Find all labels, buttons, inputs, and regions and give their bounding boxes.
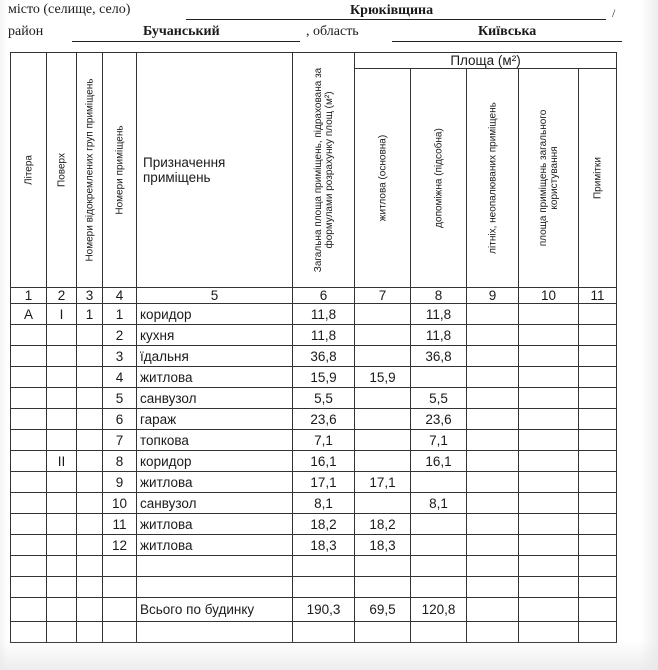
- row-floor: [47, 493, 77, 514]
- row-group: [77, 535, 103, 556]
- row-group: [77, 451, 103, 472]
- col-number: 4: [103, 288, 137, 304]
- spacer-row: [11, 556, 617, 577]
- row-empty-cell: [579, 472, 617, 493]
- row-empty-cell: [519, 493, 579, 514]
- row-empty-cell: [519, 535, 579, 556]
- row-purpose: житлова: [137, 367, 293, 388]
- row-room-number: 4: [103, 367, 137, 388]
- row-empty-cell: [579, 514, 617, 535]
- row-room-number: 5: [103, 388, 137, 409]
- col-number: 3: [77, 288, 103, 304]
- row-total-area: 18,3: [293, 535, 355, 556]
- col-groups-header: Номери відокремлених груп приміщень: [77, 53, 103, 288]
- row-total-area: 23,6: [293, 409, 355, 430]
- table-row: [11, 388, 617, 409]
- col-notes-header: Примітки: [579, 69, 617, 288]
- row-purpose: їдальня: [137, 346, 293, 367]
- col-common-header: площа приміщень загального користування: [519, 69, 579, 288]
- row-room-number: 12: [103, 535, 137, 556]
- row-empty-cell: [579, 535, 617, 556]
- col-living-header: житлова (основна): [355, 69, 411, 288]
- total-living: 69,5: [355, 598, 411, 622]
- row-aux-area: 11,8: [411, 325, 467, 346]
- row-group: [77, 472, 103, 493]
- row-empty-cell: [579, 367, 617, 388]
- row-purpose: гараж: [137, 409, 293, 430]
- row-room-number: 9: [103, 472, 137, 493]
- table-row: [11, 304, 617, 325]
- row-purpose: топкова: [137, 430, 293, 451]
- col-number: 5: [137, 288, 293, 304]
- row-empty-cell: [519, 388, 579, 409]
- row-empty-cell: [467, 472, 519, 493]
- row-litera: [11, 367, 47, 388]
- row-living-area: [355, 409, 411, 430]
- row-group: [77, 346, 103, 367]
- row-living-area: [355, 304, 411, 325]
- district-label: район: [8, 24, 44, 39]
- row-group: [77, 325, 103, 346]
- row-aux-area: [411, 514, 467, 535]
- row-empty-cell: [519, 409, 579, 430]
- row-aux-area: [411, 367, 467, 388]
- row-empty-cell: [579, 493, 617, 514]
- row-purpose: кухня: [137, 325, 293, 346]
- row-floor: [47, 535, 77, 556]
- row-purpose: коридор: [137, 451, 293, 472]
- row-empty-cell: [467, 514, 519, 535]
- row-empty-cell: [519, 346, 579, 367]
- row-empty-cell: [519, 430, 579, 451]
- table-row: [11, 451, 617, 472]
- row-floor: ІІ: [47, 451, 77, 472]
- row-living-area: [355, 430, 411, 451]
- district-underline: [72, 41, 300, 42]
- row-room-number: 8: [103, 451, 137, 472]
- row-empty-cell: [519, 325, 579, 346]
- row-group: [77, 388, 103, 409]
- row-group: [77, 409, 103, 430]
- row-floor: [47, 472, 77, 493]
- row-total-area: 11,8: [293, 304, 355, 325]
- col-room-numbers-header: Номери приміщень: [103, 53, 137, 288]
- row-purpose: санвузол: [137, 493, 293, 514]
- row-living-area: [355, 346, 411, 367]
- row-empty-cell: [467, 535, 519, 556]
- table-row: [11, 493, 617, 514]
- row-group: [77, 493, 103, 514]
- row-total-area: 36,8: [293, 346, 355, 367]
- row-empty-cell: [467, 430, 519, 451]
- table-row: [11, 472, 617, 493]
- total-area: 190,3: [293, 598, 355, 622]
- row-empty-cell: [519, 451, 579, 472]
- row-empty-cell: [519, 304, 579, 325]
- row-living-area: 15,9: [355, 367, 411, 388]
- row-total-area: 17,1: [293, 472, 355, 493]
- row-litera: А: [11, 304, 47, 325]
- table-row: [11, 430, 617, 451]
- table-row: [11, 409, 617, 430]
- row-empty-cell: [579, 388, 617, 409]
- row-living-area: [355, 325, 411, 346]
- row-empty-cell: [579, 409, 617, 430]
- row-empty-cell: [467, 493, 519, 514]
- row-empty-cell: [519, 367, 579, 388]
- row-room-number: 1: [103, 304, 137, 325]
- row-room-number: 3: [103, 346, 137, 367]
- area-group-header: Площа (м²): [355, 53, 617, 69]
- row-group: [77, 514, 103, 535]
- row-purpose: коридор: [137, 304, 293, 325]
- row-living-area: 18,3: [355, 535, 411, 556]
- row-litera: [11, 514, 47, 535]
- row-floor: [47, 367, 77, 388]
- col-number: 9: [467, 288, 519, 304]
- row-litera: [11, 535, 47, 556]
- oblast-value: Київська: [478, 24, 537, 39]
- col-purpose-header: Призначення приміщень: [137, 53, 293, 288]
- col-total-area-header: Загальна площа приміщень, підрахована за формулами розрахунку площ (м²): [293, 53, 355, 288]
- row-floor: [47, 388, 77, 409]
- row-empty-cell: [467, 346, 519, 367]
- table-row: [11, 514, 617, 535]
- row-room-number: 6: [103, 409, 137, 430]
- row-aux-area: [411, 472, 467, 493]
- row-floor: [47, 325, 77, 346]
- row-empty-cell: [579, 304, 617, 325]
- row-aux-area: [411, 535, 467, 556]
- row-aux-area: 23,6: [411, 409, 467, 430]
- row-aux-area: 36,8: [411, 346, 467, 367]
- room-rows: [11, 304, 617, 556]
- row-purpose: житлова: [137, 514, 293, 535]
- page-bottom-shadow: [0, 640, 658, 670]
- row-empty-cell: [467, 325, 519, 346]
- table-row: [11, 367, 617, 388]
- row-room-number: 2: [103, 325, 137, 346]
- row-aux-area: 5,5: [411, 388, 467, 409]
- rooms-table: [10, 52, 617, 643]
- row-floor: [47, 346, 77, 367]
- row-purpose: санвузол: [137, 388, 293, 409]
- row-floor: І: [47, 304, 77, 325]
- row-empty-cell: [467, 304, 519, 325]
- total-aux: 120,8: [411, 598, 467, 622]
- line-mark: /: [612, 6, 616, 20]
- row-empty-cell: [579, 451, 617, 472]
- oblast-underline: [392, 41, 622, 42]
- row-empty-cell: [579, 346, 617, 367]
- city-label: місто (селище, село): [8, 2, 131, 17]
- row-group: [77, 430, 103, 451]
- row-litera: [11, 409, 47, 430]
- col-number: 6: [293, 288, 355, 304]
- row-empty-cell: [467, 367, 519, 388]
- row-total-area: 7,1: [293, 430, 355, 451]
- col-aux-header: допоміжна (підсобна): [411, 69, 467, 288]
- row-litera: [11, 472, 47, 493]
- row-total-area: 8,1: [293, 493, 355, 514]
- row-litera: [11, 493, 47, 514]
- row-living-area: [355, 451, 411, 472]
- row-room-number: 10: [103, 493, 137, 514]
- row-floor: [47, 430, 77, 451]
- row-empty-cell: [467, 409, 519, 430]
- table-head-row-1: [11, 53, 617, 69]
- col-summer-header: літніх, неопалюваних приміщень: [467, 69, 519, 288]
- row-total-area: 5,5: [293, 388, 355, 409]
- column-number-row: [11, 288, 617, 304]
- row-aux-area: 11,8: [411, 304, 467, 325]
- row-total-area: 11,8: [293, 325, 355, 346]
- row-litera: [11, 325, 47, 346]
- row-floor: [47, 514, 77, 535]
- col-number: 11: [579, 288, 617, 304]
- col-number: 7: [355, 288, 411, 304]
- district-value: Бучанський: [143, 24, 220, 39]
- row-living-area: [355, 388, 411, 409]
- row-empty-cell: [467, 388, 519, 409]
- row-purpose: житлова: [137, 535, 293, 556]
- row-litera: [11, 388, 47, 409]
- row-empty-cell: [579, 325, 617, 346]
- row-room-number: 11: [103, 514, 137, 535]
- row-total-area: 18,2: [293, 514, 355, 535]
- city-underline: [186, 19, 606, 20]
- row-empty-cell: [579, 430, 617, 451]
- oblast-label: , область: [306, 24, 359, 39]
- row-living-area: 17,1: [355, 472, 411, 493]
- row-litera: [11, 346, 47, 367]
- col-poverkh-header: Поверх: [47, 53, 77, 288]
- row-purpose: житлова: [137, 472, 293, 493]
- total-label: Всього по будинку: [137, 598, 293, 622]
- row-total-area: 16,1: [293, 451, 355, 472]
- col-number: 1: [11, 288, 47, 304]
- row-total-area: 15,9: [293, 367, 355, 388]
- row-empty-cell: [467, 451, 519, 472]
- row-aux-area: 7,1: [411, 430, 467, 451]
- row-group: [77, 367, 103, 388]
- col-number: 2: [47, 288, 77, 304]
- col-number: 8: [411, 288, 467, 304]
- row-aux-area: 8,1: [411, 493, 467, 514]
- row-room-number: 7: [103, 430, 137, 451]
- row-litera: [11, 451, 47, 472]
- row-floor: [47, 409, 77, 430]
- table-row: [11, 346, 617, 367]
- table-row: [11, 535, 617, 556]
- col-litera-header: Літера: [11, 53, 47, 288]
- row-living-area: [355, 493, 411, 514]
- row-empty-cell: [519, 472, 579, 493]
- row-aux-area: 16,1: [411, 451, 467, 472]
- table-row: [11, 325, 617, 346]
- row-living-area: 18,2: [355, 514, 411, 535]
- row-litera: [11, 430, 47, 451]
- row-empty-cell: [519, 514, 579, 535]
- row-group: 1: [77, 304, 103, 325]
- total-row: [11, 598, 617, 622]
- spacer-row: [11, 577, 617, 598]
- city-value: Крюківщина: [350, 3, 434, 18]
- col-number: 10: [519, 288, 579, 304]
